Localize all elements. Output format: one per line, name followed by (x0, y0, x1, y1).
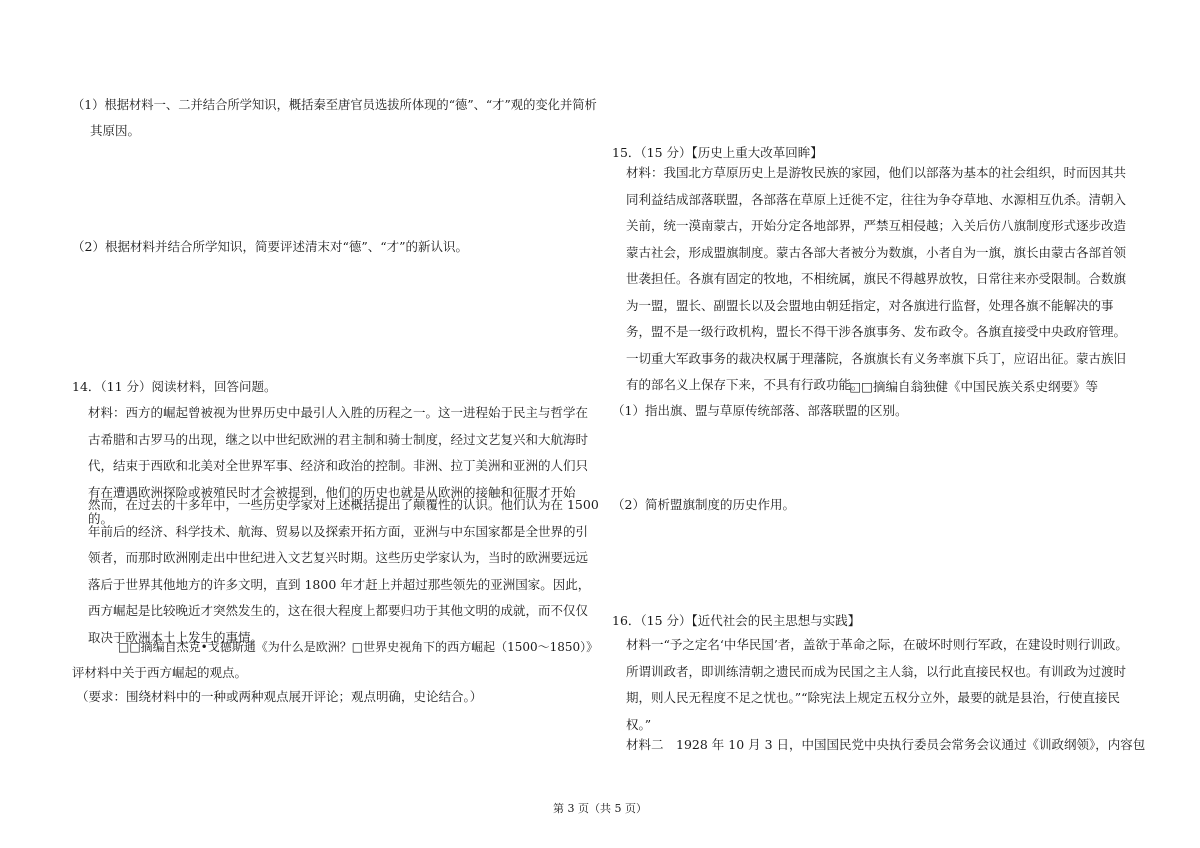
q16-material-2: 材料二 1928 年 10 月 3 日，中国国民党中央执行委员会常务会议通过《训政纲领》，内容包 (626, 737, 1146, 752)
page-number-footer: 第 3 页（共 5 页） (553, 802, 647, 815)
q14-requirements: （要求：围绕材料中的一种或两种观点展开评论；观点明确，史论结合。） (76, 689, 483, 704)
q15-source-citation: □□摘编自翁独健《中国民族关系史纲要》等 (849, 379, 1098, 394)
q16-heading: 16．（15 分）【近代社会的民主思想与实践】 (612, 613, 861, 628)
q14-heading: 14．（11 分）阅读材料，回答问题。 (72, 379, 277, 394)
q15-heading: 15．（15 分）【历史上重大改革回眸】 (612, 145, 823, 160)
q15-subquestion-1: （1）指出旗、盟与草原传统部落、部落联盟的区别。 (612, 403, 908, 418)
q13-subquestion-2: （2）根据材料并结合所学知识，简要评述清末对“德”、“才”的新认识。 (72, 239, 469, 254)
q13-sub1-line2: 其原因。 (90, 123, 141, 138)
q14-task: 评材料中关于西方崛起的观点。 (72, 665, 248, 680)
q14-material-paragraph-1: 材料：西方的崛起曾被视为世界历史中最引人入胜的历程之一。这一进程始于民主与哲学在古希腊和古罗马的出现，继之以中世纪欧洲的君主制和骑士制度，经过文艺复兴和大航海时代，结束于西欧和北美对全世界军事、经济和政治的控制。非洲、拉丁美洲和亚洲的人们只有在遭遇欧洲探险或被殖民时才会被提到，他们的历史也就是从欧洲的接触和征服才开始的。 (88, 405, 589, 526)
q14-source-citation: □□摘编自杰克•戈德斯通《为什么是欧洲？□世界史视角下的西方崛起（1500～1850）》 (118, 640, 599, 654)
q13-sub1-line1: （1）根据材料一、二并结合所学知识，概括秦至唐官员选拔所体现的“德”、“才”观的变化并简析 (72, 98, 597, 112)
q13-subquestion-1 (72, 92, 600, 144)
q16-material-1: 材料一“予之定名‘中华民国’者，盖欲于革命之际，在破坏时则行军政，在建设时则行训政。所谓训政者，即训练清朝之遗民而成为民国之主人翁，以行此直接民权也。有训政为过渡时期，则人民无程度不足之忧也。”“除宪法上规定五权分立外，最要的就是县治，行使直接民权。” (626, 637, 1128, 732)
q14-material-paragraph-2: 然而，在过去的十多年中，一些历史学家对上述概括提出了颠覆性的认识。他们认为在 1500 年前后的经济、科学技术、航海、贸易以及探索开拓方面，亚洲与中东国家都是全世界的引领者，而那时欧洲刚走出中世纪进入文艺复兴时期。这些历史学家认为，当时的欧洲要远远落后于世界其他地方的许多文明，直到 1800 年才赶上并超过那些领先的亚洲国家。因此，西方崛起是比较晚近才突然发生的，这在很大程度上都要归功于其他文明的成就，而不仅仅取决于欧洲本土上发生的事情。 (88, 497, 599, 645)
q15-subquestion-2: （2）简析盟旗制度的历史作用。 (612, 497, 795, 512)
q15-material: 材料：我国北方草原历史上是游牧民族的家园，他们以部落为基本的社会组织，时而因其共同利益结成部落联盟，各部落在草原上迁徙不定，往往为争夺草地、水源相互仇杀。清朝入关前，统一漠南蒙古，开始分定各地部界，严禁互相侵越；入关后仿八旗制度形式逐步改造蒙古社会，形成盟旗制度。蒙古各部大者被分为数旗，小者自为一旗，旗长由蒙古各部首领世袭担任。各旗有固定的牧地，不相统属，旗民不得越界放牧，日常往来亦受限制。合数旗为一盟，盟长、副盟长以及会盟地由朝廷指定，对各旗进行监督，处理各旗不能解决的事务，盟不是一级行政机构，盟长不得干涉各旗事务、发布政令。各旗直接受中央政府管理。一切重大军政事务的裁决权属于理藩院，各旗旗长有义务率旗下兵丁，应诏出征。蒙古族旧有的部名义上保存下来，不具有行政功能。 (626, 165, 1127, 392)
